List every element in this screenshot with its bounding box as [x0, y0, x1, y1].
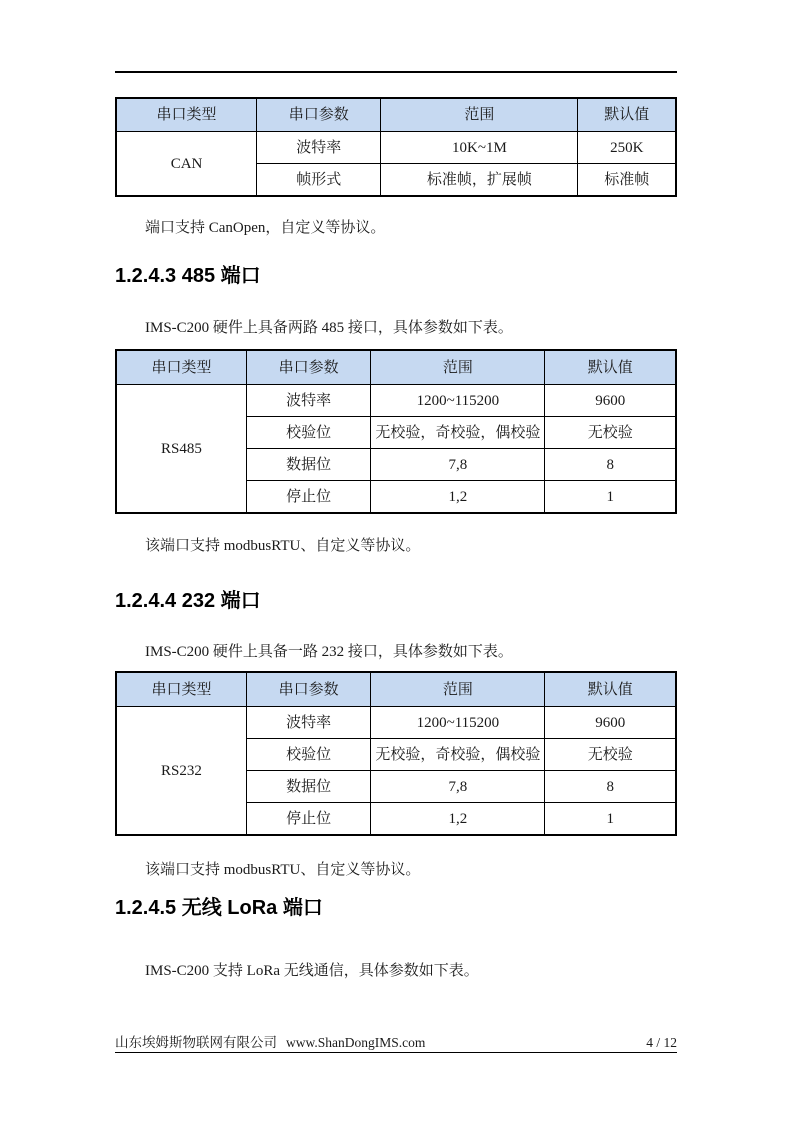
table-header-row — [116, 350, 676, 385]
rs485-protocol-note: 该端口支持 modbusRTU、自定义等协议。 — [145, 538, 421, 554]
default-cell: 1 — [545, 803, 676, 836]
rs232-port-table — [115, 671, 677, 836]
param-cell: 校验位 — [246, 417, 370, 449]
param-cell: 停止位 — [246, 803, 370, 836]
range-cell: 1200~115200 — [371, 385, 545, 417]
col-header-port-type: 串口类型 — [116, 672, 246, 707]
col-header-default: 默认值 — [578, 98, 676, 132]
range-cell: 无校验，奇校验，偶校验 — [371, 417, 545, 449]
table-header-row — [116, 98, 676, 132]
para-232-intro: IMS-C200 硬件上具备一路 232 接口，具体参数如下表。 — [145, 644, 513, 660]
default-cell: 1 — [545, 481, 676, 514]
range-cell: 无校验，奇校验，偶校验 — [371, 739, 545, 771]
can-protocol-note: 端口支持 CanOpen，自定义等协议。 — [145, 220, 386, 236]
param-cell: 波特率 — [257, 132, 381, 164]
table-row — [116, 385, 676, 417]
param-cell: 波特率 — [246, 385, 370, 417]
col-header-port-type: 串口类型 — [116, 350, 246, 385]
rs232-protocol-note: 该端口支持 modbusRTU、自定义等协议。 — [145, 862, 421, 878]
default-cell: 标准帧 — [578, 164, 676, 197]
section-heading-232: 1.2.4.4 232 端口 — [115, 590, 261, 612]
header-rule — [115, 71, 677, 73]
port-type-cell: RS485 — [116, 385, 246, 514]
can-port-table — [115, 97, 677, 197]
range-cell: 10K~1M — [381, 132, 578, 164]
col-header-port-type: 串口类型 — [116, 98, 257, 132]
default-cell: 8 — [545, 771, 676, 803]
range-cell: 7,8 — [371, 771, 545, 803]
default-cell: 9600 — [545, 385, 676, 417]
table-row — [116, 132, 676, 164]
default-cell: 无校验 — [545, 417, 676, 449]
footer-rule — [115, 1052, 677, 1053]
port-type-cell: RS232 — [116, 707, 246, 836]
page-footer — [115, 1031, 677, 1051]
range-cell: 7,8 — [371, 449, 545, 481]
page-content — [115, 0, 677, 980]
para-485-intro: IMS-C200 硬件上具备两路 485 接口，具体参数如下表。 — [145, 320, 513, 336]
section-heading-lora: 1.2.4.5 无线 LoRa 端口 — [115, 897, 323, 919]
table-header-row — [116, 672, 676, 707]
default-cell: 250K — [578, 132, 676, 164]
param-cell: 波特率 — [246, 707, 370, 739]
default-cell: 9600 — [545, 707, 676, 739]
range-cell: 标准帧，扩展帧 — [381, 164, 578, 197]
range-cell: 1200~115200 — [371, 707, 545, 739]
col-header-range: 范围 — [371, 350, 545, 385]
table-row — [116, 707, 676, 739]
param-cell: 数据位 — [246, 449, 370, 481]
para-lora-intro: IMS-C200 支持 LoRa 无线通信，具体参数如下表。 — [145, 963, 479, 979]
param-cell: 帧形式 — [257, 164, 381, 197]
company-website: www.ShanDongIMS.com — [286, 1035, 426, 1050]
default-cell: 无校验 — [545, 739, 676, 771]
param-cell: 数据位 — [246, 771, 370, 803]
col-header-default: 默认值 — [545, 672, 676, 707]
section-heading-485: 1.2.4.3 485 端口 — [115, 265, 261, 287]
default-cell: 8 — [545, 449, 676, 481]
company-name: 山东埃姆斯物联网有限公司 — [115, 1035, 277, 1050]
param-cell: 停止位 — [246, 481, 370, 514]
col-header-param: 串口参数 — [257, 98, 381, 132]
param-cell: 校验位 — [246, 739, 370, 771]
col-header-range: 范围 — [371, 672, 545, 707]
col-header-param: 串口参数 — [246, 672, 370, 707]
port-type-cell: CAN — [116, 132, 257, 197]
page-number: 4 / 12 — [646, 1035, 677, 1050]
col-header-default: 默认值 — [545, 350, 676, 385]
range-cell: 1,2 — [371, 803, 545, 836]
col-header-range: 范围 — [381, 98, 578, 132]
range-cell: 1,2 — [371, 481, 545, 514]
rs485-port-table — [115, 349, 677, 514]
footer-left — [115, 1031, 425, 1051]
col-header-param: 串口参数 — [246, 350, 370, 385]
